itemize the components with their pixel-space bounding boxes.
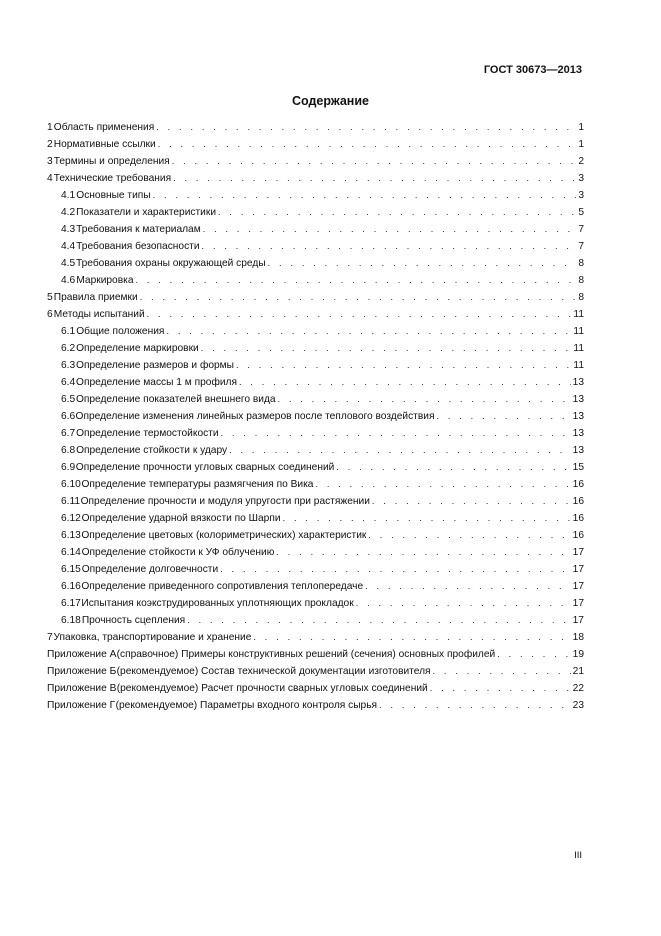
toc-entry-title: Нормативные ссылки bbox=[53, 139, 156, 150]
toc-entry-page: 16 bbox=[572, 496, 584, 507]
toc-entry[interactable] bbox=[47, 377, 584, 394]
toc-entry[interactable] bbox=[47, 428, 584, 445]
dot-leader bbox=[187, 615, 570, 625]
toc-entry-title: Определение цветовых (колориметрических) характеристик bbox=[81, 530, 367, 541]
toc-entry-title: Определение прочности угловых сварных соединений bbox=[75, 462, 335, 473]
toc-entry-page: 8 bbox=[578, 258, 584, 269]
toc-entry-page: 1 bbox=[578, 122, 584, 133]
toc-entry[interactable] bbox=[47, 513, 584, 530]
toc-entry-number: 4.3 bbox=[61, 224, 76, 235]
dot-leader bbox=[203, 224, 577, 234]
dot-leader bbox=[497, 649, 570, 659]
toc-entry-page: 17 bbox=[572, 564, 584, 575]
toc-entry-number: 4 bbox=[47, 173, 53, 184]
toc-entry-number: 4.6 bbox=[61, 275, 76, 286]
toc-entry-number: 4.5 bbox=[61, 258, 76, 269]
toc-entry-title: Испытания коэкструдированных уплотняющих прокладок bbox=[81, 598, 354, 609]
toc-entry-number: 6.15 bbox=[61, 564, 81, 575]
dot-leader bbox=[372, 496, 571, 506]
toc-entry-page: 22 bbox=[572, 683, 584, 694]
dot-leader bbox=[356, 598, 571, 608]
table-of-contents bbox=[47, 122, 584, 717]
toc-entry[interactable] bbox=[47, 258, 584, 275]
toc-entry-number: 6.3 bbox=[61, 360, 76, 371]
toc-entry-page: 17 bbox=[572, 547, 584, 558]
toc-entry-page: 11 bbox=[573, 309, 584, 320]
toc-entry-number: 4.2 bbox=[61, 207, 76, 218]
toc-entry[interactable] bbox=[47, 394, 584, 411]
toc-entry-page: 17 bbox=[572, 598, 584, 609]
toc-entry-title: Термины и определения bbox=[53, 156, 170, 167]
toc-entry-page: 11 bbox=[573, 360, 584, 371]
toc-entry[interactable] bbox=[47, 122, 584, 139]
dot-leader bbox=[156, 122, 576, 132]
toc-entry[interactable] bbox=[47, 445, 584, 462]
toc-entry[interactable] bbox=[47, 156, 584, 173]
toc-entry-number: 6.12 bbox=[61, 513, 81, 524]
toc-entry-number: 7 bbox=[47, 632, 53, 643]
toc-entry-page: 2 bbox=[578, 156, 584, 167]
toc-entry[interactable] bbox=[47, 360, 584, 377]
toc-entry-number: 6.1 bbox=[61, 326, 76, 337]
toc-entry-number: 2 bbox=[47, 139, 53, 150]
toc-entry-title: Упаковка, транспортирование и хранение bbox=[53, 632, 252, 643]
toc-entry-number: 6 bbox=[47, 309, 53, 320]
toc-entry-page: 13 bbox=[572, 411, 584, 422]
toc-entry[interactable] bbox=[47, 581, 584, 598]
toc-entry-number: 6.14 bbox=[61, 547, 81, 558]
toc-entry-number: 4.1 bbox=[61, 190, 76, 201]
toc-entry-title: Методы испытаний bbox=[53, 309, 145, 320]
toc-entry-title: Определение температуры размягчения по Вика bbox=[81, 479, 314, 490]
toc-entry-title: Общие положения bbox=[76, 326, 165, 337]
toc-entry-title: Основные типы bbox=[76, 190, 151, 201]
dot-leader bbox=[336, 462, 570, 472]
toc-entry-title: Технические требования bbox=[53, 173, 172, 184]
toc-entry-number: 5 bbox=[47, 292, 53, 303]
toc-entry-title: Определение размеров и формы bbox=[76, 360, 234, 371]
toc-entry-title: (справочное) Примеры конструктивных решений (сечения) основных профилей bbox=[116, 649, 496, 660]
toc-entry-number: 6.13 bbox=[61, 530, 81, 541]
dot-leader bbox=[268, 258, 577, 268]
toc-entry[interactable] bbox=[47, 598, 584, 615]
toc-entry-page: 18 bbox=[572, 632, 584, 643]
dot-leader bbox=[218, 207, 576, 217]
toc-entry[interactable] bbox=[47, 462, 584, 479]
toc-entry[interactable] bbox=[47, 275, 584, 292]
dot-leader bbox=[135, 275, 576, 285]
dot-leader bbox=[430, 683, 571, 693]
dot-leader bbox=[433, 666, 571, 676]
toc-entry[interactable] bbox=[47, 343, 584, 360]
toc-entry[interactable] bbox=[47, 683, 584, 700]
toc-entry[interactable] bbox=[47, 326, 584, 343]
dot-leader bbox=[220, 564, 571, 574]
toc-entry-page: 1 bbox=[578, 139, 584, 150]
toc-entry[interactable] bbox=[47, 173, 584, 190]
toc-entry-title: Показатели и характеристики bbox=[76, 207, 217, 218]
toc-entry-page: 15 bbox=[572, 462, 584, 473]
toc-entry[interactable] bbox=[47, 479, 584, 496]
toc-entry-number: 6.2 bbox=[61, 343, 76, 354]
toc-entry[interactable] bbox=[47, 224, 584, 241]
toc-entry-page: 16 bbox=[572, 513, 584, 524]
toc-entry[interactable] bbox=[47, 309, 584, 326]
toc-entry-title: Требования безопасности bbox=[76, 241, 200, 252]
toc-entry[interactable] bbox=[47, 241, 584, 258]
toc-entry-page: 8 bbox=[578, 292, 584, 303]
dot-leader bbox=[158, 139, 577, 149]
toc-entry-page: 11 bbox=[573, 326, 584, 337]
dot-leader bbox=[283, 513, 571, 523]
toc-entry-page: 16 bbox=[572, 530, 584, 541]
toc-entry-number: Приложение А bbox=[47, 649, 117, 660]
toc-entry-title: Определение стойкости к удару bbox=[76, 445, 228, 456]
dot-leader bbox=[229, 445, 571, 455]
page-title: Содержание bbox=[291, 94, 369, 108]
toc-entry-title: (рекомендуемое) Параметры входного контроля сырья bbox=[115, 700, 378, 711]
dot-leader bbox=[236, 360, 571, 370]
toc-entry-title: Требования к материалам bbox=[76, 224, 201, 235]
toc-entry-page: 13 bbox=[572, 394, 584, 405]
dot-leader bbox=[253, 632, 570, 642]
page-number: III bbox=[574, 850, 582, 861]
dot-leader bbox=[239, 377, 571, 387]
toc-entry[interactable] bbox=[47, 649, 584, 666]
dot-leader bbox=[140, 292, 577, 302]
toc-entry-title: Определение показателей внешнего вида bbox=[75, 394, 276, 405]
toc-entry-number: Приложение Г bbox=[47, 700, 116, 711]
dot-leader bbox=[166, 326, 571, 336]
toc-entry-page: 7 bbox=[578, 224, 584, 235]
toc-entry-title: Определение термостойкости bbox=[76, 428, 219, 439]
toc-entry[interactable] bbox=[47, 700, 584, 717]
toc-entry-title: Область применения bbox=[53, 122, 155, 133]
toc-entry-number: Приложение Б bbox=[47, 666, 117, 677]
toc-entry-number: 6.10 bbox=[61, 479, 81, 490]
toc-entry-title: Правила приемки bbox=[53, 292, 138, 303]
toc-entry-page: 13 bbox=[572, 377, 584, 388]
toc-entry[interactable] bbox=[47, 530, 584, 547]
toc-entry-page: 21 bbox=[572, 666, 584, 677]
toc-entry-page: 13 bbox=[572, 428, 584, 439]
toc-entry[interactable] bbox=[47, 564, 584, 581]
toc-entry-number: 1 bbox=[47, 122, 53, 133]
dot-leader bbox=[221, 428, 571, 438]
toc-entry[interactable] bbox=[47, 666, 584, 683]
toc-entry-number: 6.16 bbox=[61, 581, 81, 592]
toc-entry-number: 6.17 bbox=[61, 598, 81, 609]
toc-entry-page: 19 bbox=[572, 649, 584, 660]
toc-entry[interactable] bbox=[47, 190, 584, 207]
toc-entry-number: 6.5 bbox=[61, 394, 76, 405]
toc-entry-page: 23 bbox=[572, 700, 584, 711]
toc-entry-number: 3 bbox=[47, 156, 53, 167]
document-id: ГОСТ 30673—2013 bbox=[483, 64, 582, 76]
dot-leader bbox=[379, 700, 571, 710]
toc-entry-title: Определение массы 1 м профиля bbox=[76, 377, 237, 388]
toc-entry-title: Определение изменения линейных размеров после теплового воздействия bbox=[75, 411, 435, 422]
toc-entry-title: Определение прочности и модуля упругости при растяжении bbox=[80, 496, 370, 507]
toc-entry-number: 6.18 bbox=[61, 615, 81, 626]
toc-entry-title: (рекомендуемое) Состав технической документации изготовителя bbox=[116, 666, 431, 677]
dot-leader bbox=[368, 530, 570, 540]
toc-entry-page: 16 bbox=[572, 479, 584, 490]
toc-entry-page: 8 bbox=[578, 275, 584, 286]
toc-entry-page: 3 bbox=[578, 190, 584, 201]
toc-entry-number: 6.6 bbox=[61, 411, 76, 422]
toc-entry-page: 17 bbox=[572, 615, 584, 626]
toc-entry[interactable] bbox=[47, 496, 584, 513]
toc-entry-title: Определение маркировки bbox=[76, 343, 199, 354]
toc-entry-page: 13 bbox=[572, 445, 584, 456]
toc-entry-title: Определение стойкости к УФ облучению bbox=[81, 547, 275, 558]
toc-entry[interactable] bbox=[47, 139, 584, 156]
toc-entry[interactable] bbox=[47, 207, 584, 224]
toc-entry[interactable] bbox=[47, 547, 584, 564]
dot-leader bbox=[147, 309, 572, 319]
dot-leader bbox=[173, 173, 576, 183]
toc-entry[interactable] bbox=[47, 615, 584, 632]
toc-entry-number: 6.11 bbox=[61, 496, 81, 507]
toc-entry-page: 5 bbox=[578, 207, 584, 218]
toc-entry-title: Определение долговечности bbox=[81, 564, 219, 575]
toc-entry-number: 6.4 bbox=[61, 377, 76, 388]
toc-entry[interactable] bbox=[47, 411, 584, 428]
dot-leader bbox=[365, 581, 571, 591]
dot-leader bbox=[276, 547, 570, 557]
toc-entry[interactable] bbox=[47, 292, 584, 309]
toc-entry-number: 6.8 bbox=[61, 445, 76, 456]
toc-entry-number: 6.9 bbox=[61, 462, 76, 473]
dot-leader bbox=[172, 156, 577, 166]
toc-entry[interactable] bbox=[47, 632, 584, 649]
toc-entry-number: 6.7 bbox=[61, 428, 76, 439]
toc-entry-page: 17 bbox=[572, 581, 584, 592]
toc-entry-number: Приложение В bbox=[47, 683, 117, 694]
dot-leader bbox=[153, 190, 577, 200]
toc-entry-page: 11 bbox=[573, 343, 584, 354]
dot-leader bbox=[315, 479, 570, 489]
toc-entry-title: Требования охраны окружающей среды bbox=[75, 258, 266, 269]
toc-entry-title: Определение приведенного сопротивления теплопередаче bbox=[81, 581, 364, 592]
dot-leader bbox=[202, 241, 577, 251]
toc-entry-title: (рекомендуемое) Расчет прочности сварных угловых соединений bbox=[116, 683, 428, 694]
dot-leader bbox=[201, 343, 572, 353]
dot-leader bbox=[436, 411, 570, 421]
dot-leader bbox=[278, 394, 571, 404]
toc-entry-number: 4.4 bbox=[61, 241, 76, 252]
toc-entry-page: 3 bbox=[578, 173, 584, 184]
toc-entry-title: Определение ударной вязкости по Шарпи bbox=[81, 513, 281, 524]
toc-entry-page: 7 bbox=[578, 241, 584, 252]
toc-entry-title: Прочность сцепления bbox=[81, 615, 186, 626]
toc-entry-title: Маркировка bbox=[76, 275, 134, 286]
